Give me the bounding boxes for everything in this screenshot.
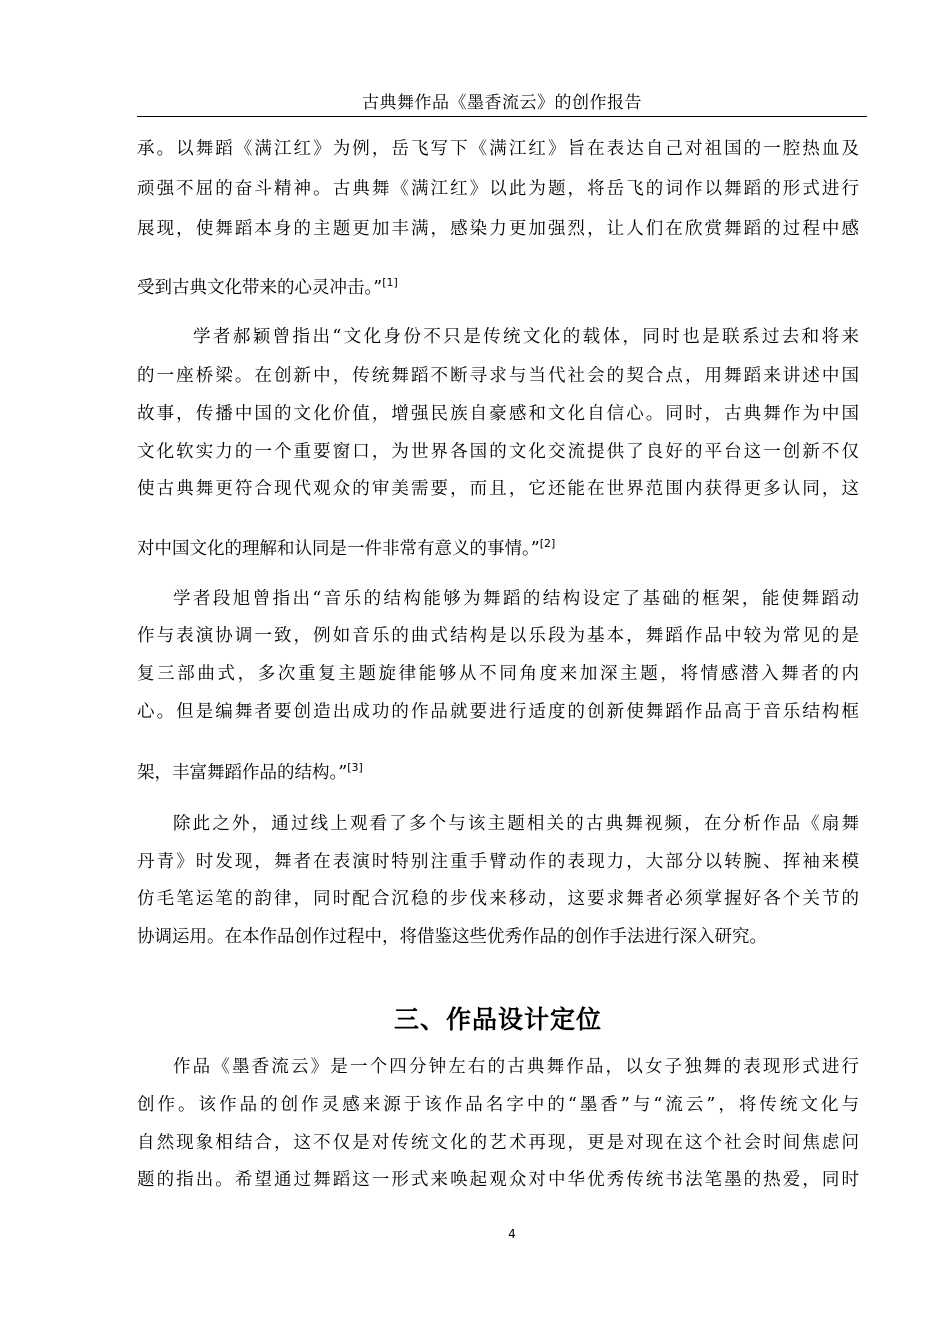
paragraph-4-line-1: 除此之外，通过线上观看了多个与该主题相关的古典舞视频，在分析作品《扇舞 — [173, 814, 859, 834]
paragraph-2-line-1: 学者郝颖曾指出“文化身份不只是传统文化的载体，同时也是联系过去和将来 — [193, 327, 859, 347]
paragraph-4-line-3: 仿毛笔运笔的韵律，同时配合沉稳的步伐来移动，这要求舞者必须掌握好各个关节的 — [137, 889, 859, 909]
paragraph-3-line-5 — [137, 761, 859, 785]
paragraph-3-line-1: 学者段旭曾指出“音乐的结构能够为舞蹈的结构设定了基础的框架，能使舞蹈动 — [173, 589, 859, 609]
paragraph-2-line-6-text: 对中国文化的理解和认同是一件非常有意义的事情。” — [137, 539, 540, 559]
header-rule — [137, 116, 867, 117]
paragraph-2-line-5: 使古典舞更符合现代观众的审美需要，而且，它还能在世界范围内获得更多认同，这 — [137, 479, 859, 499]
paragraph-2-line-4: 文化软实力的一个重要窗口，为世界各国的文化交流提供了良好的平台这一创新不仅 — [137, 442, 859, 462]
section-paragraph-line-2: 创作。该作品的创作灵感来源于该作品名字中的“墨香”与“流云”，将传统文化与 — [137, 1095, 859, 1115]
paragraph-1-line-2: 顽强不屈的奋斗精神。古典舞《满江红》以此为题，将岳飞的词作以舞蹈的形式进行 — [137, 179, 859, 199]
citation-1: [1] — [382, 276, 398, 289]
paragraph-1-line-3: 展现，使舞蹈本身的主题更加丰满，感染力更加强烈，让人们在欣赏舞蹈的过程中感 — [137, 219, 859, 239]
paragraph-1-line-4-text: 受到古典文化带来的心灵冲击。” — [137, 278, 383, 298]
running-header: 古典舞作品《墨香流云》的创作报告 — [362, 93, 642, 113]
section-paragraph-line-1: 作品《墨香流云》是一个四分钟左右的古典舞作品，以女子独舞的表现形式进行 — [173, 1057, 859, 1077]
paragraph-2-line-6 — [137, 537, 859, 561]
page-number: 4 — [508, 1227, 516, 1241]
section-heading: 三、作品设计定位 — [393, 1005, 602, 1034]
paragraph-3-line-5-text: 架，丰富舞蹈作品的结构。” — [137, 763, 348, 783]
paragraph-1-line-4 — [137, 276, 859, 300]
paragraph-3-line-2: 作与表演协调一致，例如音乐的曲式结构是以乐段为基本，舞蹈作品中较为常见的是 — [137, 626, 859, 646]
paragraph-2-line-2: 的一座桥梁。在创新中，传统舞蹈不断寻求与当代社会的契合点，用舞蹈来讲述中国 — [137, 366, 859, 386]
paragraph-1-line-1: 承。以舞蹈《满江红》为例，岳飞写下《满江红》旨在表达自己对祖国的一腔热血及 — [137, 139, 859, 159]
section-paragraph-line-4: 题的指出。希望通过舞蹈这一形式来唤起观众对中华优秀传统书法笔墨的热爱，同时 — [137, 1170, 859, 1190]
paragraph-3-line-3: 复三部曲式，多次重复主题旋律能够从不同角度来加深主题，将情感潜入舞者的内 — [137, 664, 859, 684]
paragraph-4-line-4: 协调运用。在本作品创作过程中，将借鉴这些优秀作品的创作手法进行深入研究。 — [137, 927, 767, 947]
citation-2: [2] — [539, 537, 556, 550]
section-paragraph-line-3: 自然现象相结合，这不仅是对传统文化的艺术再现，更是对现在这个社会时间焦虑问 — [137, 1133, 859, 1153]
paragraph-2-line-3: 故事，传播中国的文化价值，增强民族自豪感和文化自信心。同时，古典舞作为中国 — [137, 404, 859, 424]
citation-3: [3] — [347, 761, 363, 774]
paragraph-4-line-2: 丹青》时发现，舞者在表演时特别注重手臂动作的表现力，大部分以转腕、挥袖来模 — [137, 852, 859, 872]
paragraph-3-line-4: 心。但是编舞者要创造出成功的作品就要进行适度的创新使舞蹈作品高于音乐结构框 — [137, 702, 859, 722]
